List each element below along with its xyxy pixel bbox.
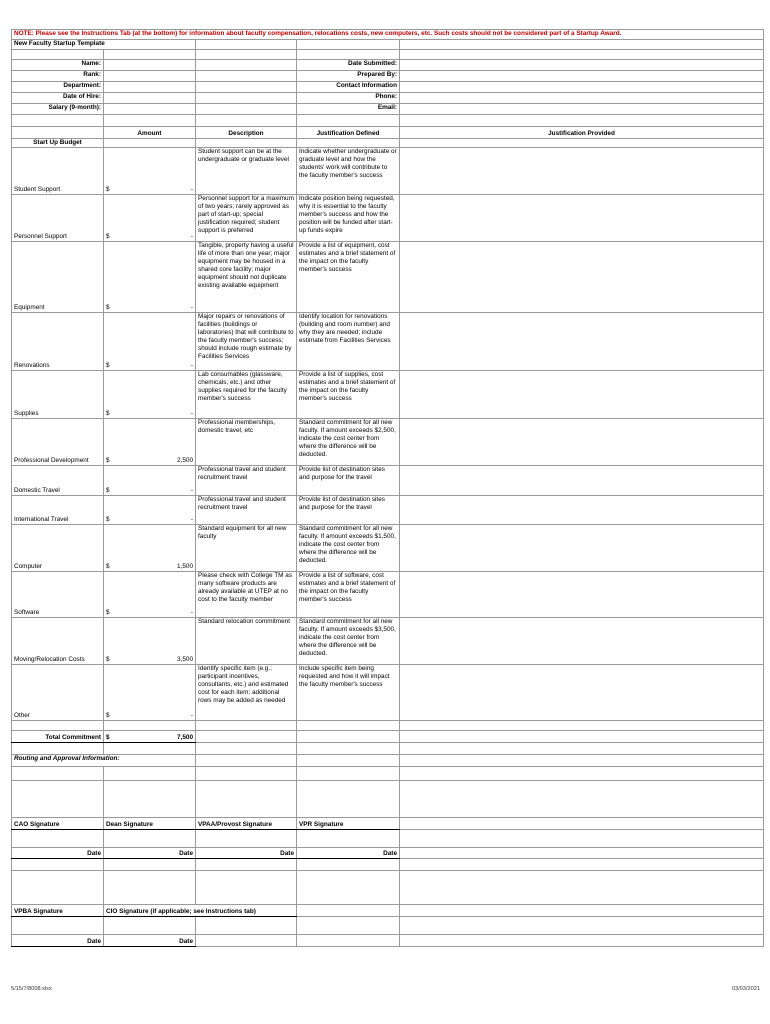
item-amount-cell[interactable]: [104, 466, 196, 496]
total-commitment-amount: [104, 731, 196, 743]
item-justification-defined: Indicate position being requested, why it is essential to the faculty member's success and how the position will be funded after start-up funds expire: [297, 195, 400, 242]
item-amount: 3,500: [177, 656, 193, 663]
item-justification-provided[interactable]: [400, 371, 764, 419]
item-justification-provided[interactable]: [400, 525, 764, 572]
item-amount: -: [190, 362, 193, 369]
item-amount-cell[interactable]: [104, 195, 196, 242]
budget-row-personnel-support: [12, 195, 764, 242]
item-justification-provided[interactable]: [400, 665, 764, 721]
contact-information-label: Contact Information: [297, 82, 400, 93]
item-justification-defined: Provide a list of software, cost estimates and a brief statement of the impact on the faculty member's success: [297, 572, 400, 618]
item-name: Personnel Support: [12, 195, 104, 242]
budget-row-domestic-travel: [12, 466, 764, 496]
cao-date-label[interactable]: Date: [12, 848, 104, 859]
item-amount-cell[interactable]: [104, 618, 196, 665]
item-amount-cell[interactable]: [104, 242, 196, 313]
budget-row-professional-development: [12, 419, 764, 466]
routing-approval-label: Routing and Approval Information:: [12, 755, 196, 767]
budget-row-other: [12, 665, 764, 721]
item-justification-defined: Indicate whether undergraduate or graduate level and how the students' work will contribute to the faculty member's success: [297, 148, 400, 195]
amount-header: Amount: [104, 127, 196, 139]
total-commitment-label: Total Commitment: [12, 731, 104, 743]
item-name: Moving/Relocation Costs: [12, 618, 104, 665]
item-description: Major repairs or renovations of facilities (buildings or laboratories) that will contribute to the faculty member's success; should include rough estimate by Facilities Services: [196, 313, 297, 371]
budget-title: Start Up Budget: [12, 139, 104, 148]
cao-signature-line[interactable]: CAO Signature: [12, 818, 104, 830]
item-amount-cell[interactable]: [104, 419, 196, 466]
rank-field[interactable]: [104, 71, 196, 82]
salary-field[interactable]: [104, 104, 196, 115]
item-amount: -: [190, 186, 193, 193]
budget-row-student-support: [12, 148, 764, 195]
currency-sign: $: [106, 233, 110, 240]
item-amount: 2,500: [177, 457, 193, 464]
item-amount-cell[interactable]: [104, 496, 196, 525]
item-justification-defined: Standard commitment for all new faculty. If amount exceeds $2,500, indicate the cost center from where the difference will be deducted.: [297, 419, 400, 466]
currency-sign: $: [106, 457, 110, 464]
rank-label: Rank:: [12, 71, 104, 82]
email-label: Email:: [297, 104, 400, 115]
item-amount: -: [190, 516, 193, 523]
total-amount: 7,500: [177, 734, 193, 741]
budget-row-renovations: [12, 313, 764, 371]
item-amount: -: [190, 712, 193, 719]
department-label: Department:: [12, 82, 104, 93]
item-justification-provided[interactable]: [400, 572, 764, 618]
item-amount: 1,500: [177, 563, 193, 570]
startup-template-sheet: [11, 29, 764, 947]
justification-provided-header: Justification Provided: [400, 127, 764, 139]
item-name: Student Support: [12, 148, 104, 195]
item-description: Student support can be at the undergraduate or graduate level: [196, 148, 297, 195]
contact-information-field[interactable]: [400, 82, 764, 93]
salary-label: Salary (9-month):: [12, 104, 104, 115]
item-amount: -: [190, 304, 193, 311]
email-field[interactable]: [400, 104, 764, 115]
dean-date-label[interactable]: Date: [104, 848, 196, 859]
item-description: Standard equipment for all new faculty: [196, 525, 297, 572]
item-name: Domestic Travel: [12, 466, 104, 496]
item-description: Professional memberships, domestic travel, etc: [196, 419, 297, 466]
vpr-date-label[interactable]: Date: [297, 848, 400, 859]
item-amount: -: [190, 609, 193, 616]
item-amount-cell[interactable]: [104, 572, 196, 618]
dean-signature-line[interactable]: Dean Signature: [104, 818, 196, 830]
item-amount-cell[interactable]: [104, 371, 196, 419]
currency-sign: $: [106, 656, 110, 663]
date-submitted-label: Date Submitted:: [297, 60, 400, 71]
item-justification-defined: Standard commitment for all new faculty. If amount exceeds $3,500, indicate the cost center from where the difference will be deducted.: [297, 618, 400, 665]
footer-date: 03/03/2021: [732, 986, 760, 992]
currency-sign: $: [106, 734, 110, 741]
item-description: Please check with College TM as many software products are already available at UTEP at no cost to the faculty member: [196, 572, 297, 618]
provost-signature-line[interactable]: VPAA/Provost Signature: [196, 818, 297, 830]
phone-label: Phone:: [297, 93, 400, 104]
item-justification-defined: Provide list of destination sites and purpose for the travel: [297, 496, 400, 525]
item-description: Professional travel and student recruitment travel: [196, 496, 297, 525]
footer-filename: 5/15/7/8008.xlsx: [11, 986, 52, 992]
currency-sign: $: [106, 186, 110, 193]
budget-row-supplies: [12, 371, 764, 419]
template-title: New Faculty Startup Template: [12, 40, 196, 50]
name-label: Name:: [12, 60, 104, 71]
justification-defined-header: Justification Defined: [297, 127, 400, 139]
item-description: Lab consumables (glassware, chemicals, etc.) and other supplies required for the faculty member's success: [196, 371, 297, 419]
vpr-signature-line[interactable]: VPR Signature: [297, 818, 400, 830]
item-justification-defined: Include specific item being requested and how it will impact the faculty member's success: [297, 665, 400, 721]
item-justification-provided[interactable]: [400, 148, 764, 195]
currency-sign: $: [106, 609, 110, 616]
item-amount: -: [190, 487, 193, 494]
item-description: Personnel support for a maximum of two years; rarely approved as part of start-up; special justification required; student support is preferred: [196, 195, 297, 242]
budget-row-international-travel: [12, 496, 764, 525]
item-name: Renovations: [12, 313, 104, 371]
item-amount-cell[interactable]: [104, 148, 196, 195]
currency-sign: $: [106, 712, 110, 719]
department-field[interactable]: [104, 82, 196, 93]
item-name: Software: [12, 572, 104, 618]
date-submitted-field[interactable]: [400, 60, 764, 71]
item-justification-provided[interactable]: [400, 419, 764, 466]
instructions-note: NOTE: Please see the Instructions Tab (at the bottom) for information about faculty compensation, relocations costs, new computers, etc. Such costs should not be considered part of a Startup Award.: [12, 30, 764, 40]
item-justification-defined: Provide a list of equipment, cost estimates and a brief statement of the impact on the faculty member's success: [297, 242, 400, 313]
item-name: Professional Development: [12, 419, 104, 466]
item-description: Standard relocation commitment: [196, 618, 297, 665]
item-justification-provided[interactable]: [400, 195, 764, 242]
item-justification-provided[interactable]: [400, 496, 764, 525]
item-name: Other: [12, 665, 104, 721]
item-amount-cell[interactable]: [104, 525, 196, 572]
vpba-signature-line[interactable]: VPBA Signature: [12, 905, 104, 917]
item-justification-provided[interactable]: [400, 466, 764, 496]
item-description: Tangible, property having a useful life of more than one year; major equipment may be housed in a shared core facility; major equipment should not duplicate existing available equipment: [196, 242, 297, 313]
budget-row-computer: [12, 525, 764, 572]
item-name: International Travel: [12, 496, 104, 525]
item-amount: -: [190, 410, 193, 417]
item-name: Computer: [12, 525, 104, 572]
item-justification-provided[interactable]: [400, 313, 764, 371]
item-justification-defined: Standard commitment for all new faculty. If amount exceeds $1,500, indicate the cost center from where the difference will be deducted.: [297, 525, 400, 572]
budget-row-software: [12, 572, 764, 618]
phone-field[interactable]: [400, 93, 764, 104]
currency-sign: $: [106, 563, 110, 570]
name-field[interactable]: [104, 60, 196, 71]
budget-row-moving-relocation: [12, 618, 764, 665]
item-justification-provided[interactable]: [400, 618, 764, 665]
provost-date-label[interactable]: Date: [196, 848, 297, 859]
item-name: Equipment: [12, 242, 104, 313]
prepared-by-label: Prepared By:: [297, 71, 400, 82]
item-name: Supplies: [12, 371, 104, 419]
item-justification-defined: Provide a list of supplies, cost estimates and a brief statement of the impact on the faculty member's success: [297, 371, 400, 419]
item-justification-defined: Identify location for renovations (building and room number) and why they are needed; include estimate from Facilities Services: [297, 313, 400, 371]
cio-date-label[interactable]: Date: [104, 935, 196, 947]
description-header: Description: [196, 127, 297, 139]
item-description: Identify specific item (e.g.; participant incentives, consultants, etc.) and estimated cost for each item; additional rows may be added as needed: [196, 665, 297, 721]
currency-sign: $: [106, 304, 110, 311]
prepared-by-field[interactable]: [400, 71, 764, 82]
currency-sign: $: [106, 516, 110, 523]
budget-row-equipment: [12, 242, 764, 313]
item-justification-defined: Provide list of destination sites and purpose for the travel: [297, 466, 400, 496]
vpba-date-label[interactable]: Date: [12, 935, 104, 947]
date-of-hire-field[interactable]: [104, 93, 196, 104]
item-amount-cell[interactable]: [104, 313, 196, 371]
currency-sign: $: [106, 410, 110, 417]
item-description: Professional travel and student recruitment travel: [196, 466, 297, 496]
date-of-hire-label: Date of Hire:: [12, 93, 104, 104]
currency-sign: $: [106, 487, 110, 494]
item-amount: -: [190, 233, 193, 240]
item-amount-cell[interactable]: [104, 665, 196, 721]
cio-signature-line[interactable]: CIO Signature (if applicable; see Instructions tab): [104, 905, 297, 917]
item-justification-provided[interactable]: [400, 242, 764, 313]
currency-sign: $: [106, 362, 110, 369]
